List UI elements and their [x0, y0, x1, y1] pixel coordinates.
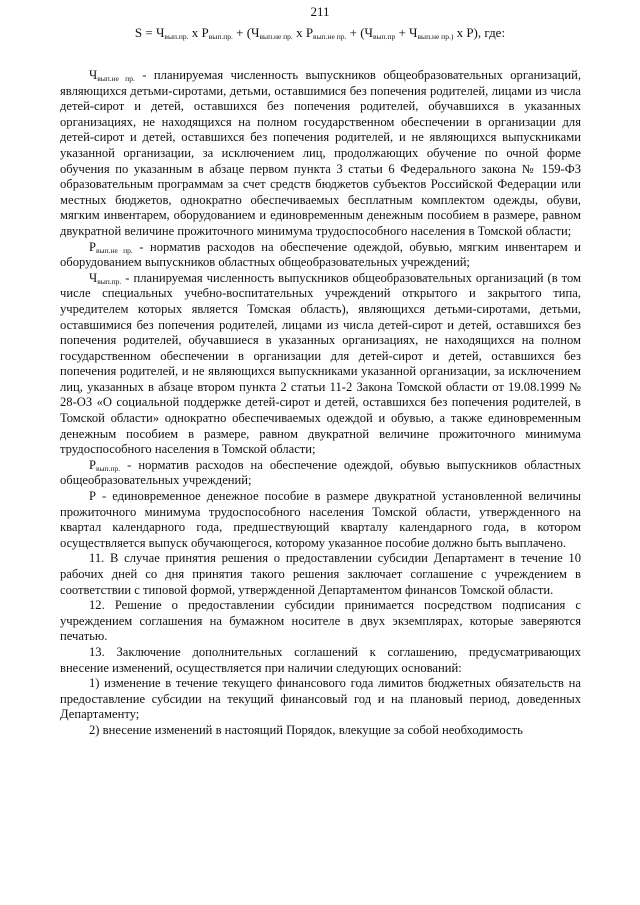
formula-text: + (Ч — [232, 25, 260, 40]
definition-symbol: Р — [89, 457, 97, 472]
formula-subscript: вып.пр. — [208, 32, 233, 41]
paragraph-13-item-2: 2) внесение изменений в настоящий Порядок, влекущие за собой необходимость — [89, 722, 523, 737]
definition-text: - планируемая численность выпускников общеобразовательных организаций (в том числе специальных учебно-воспитательных учреждений открытого и закрытого типа, учредителем которых является Томская область), являющихся детьми-сиротами, детьми, оставшимися без попечения родителей, лицами из числа детей-сирот и детей, оставшихся без попечения родителей, обучавшиеся в указанных организациях, не находящихся на полном государственном обеспечении в организации для детей-сирот и детей, оставшихся без попечения родителей, и не являющихся выпускниками указанной организации, за исключением лиц, указанных в абзаце втором пункта 2 статьи 11-2 Закона Томской области от 19.08.1999 № 28-ОЗ «О социальной поддержке детей-сирот и детей, оставшихся без попечения родителей, в Томской области» однократно обеспечиваемых одеждой и обувью, а также единовременным денежным пособием в размере, равном двукратной величине прожиточного минимума трудоспособного населения в Томской области; — [60, 270, 581, 457]
formula-subscript: вып.пр — [372, 32, 396, 41]
definition-paragraph — [60, 68, 581, 240]
document-body — [60, 68, 581, 739]
paragraph-13-item-1: 1) изменение в течение текущего финансового года лимитов бюджетных обязательств на предоставление субсидии на текущий финансовый год и на плановый период, доведенных Департаменту; — [60, 676, 581, 722]
definition-subscript: вып.не пр. — [97, 74, 135, 83]
definition-symbol: Ч — [89, 68, 98, 82]
paragraph-13: 13. Заключение дополнительных соглашений к соглашению, предусматривающих внесение изменений, осуществляется при наличии следующих оснований: — [60, 644, 581, 675]
definition-text: - единовременное денежное пособие в размере двукратной установленной величины прожиточного минимума трудоспособного населения Томской области, утвержденного на квартал календарного года, предшествующий кварталу календарного года, в котором осуществляется выпуск обучающегося, которому указанное пособие должно быть выплачено. — [60, 489, 581, 550]
formula-subscript: вып.не пр. — [259, 32, 293, 41]
definition-text: - планируемая численность выпускников общеобразовательных организаций, являющихся детьми-сиротами, детьми, оставшимися без попечения родителей, лицами из числа детей-сирот и детей, оставшихся без попечения родителей, обучавшихся в указанных организациях, не находящихся на полном государственном обеспечении в организации для детей-сирот и детей, оставшихся без попечения родителей, и не являющихся выпускниками указанной организации, за исключением лиц, продолжающих обучение по очной форме обучения по указанным в абзаце первом пункта 3 статьи 6 Федерального закона № 159-ФЗ образовательным программам за счет средств бюджетов субъектов Российской Федерации или местных бюджетов, однократно обеспечиваемых бесплатным комплектом одежды, обуви, мягким инвентарем, оборудованием и единовременным денежным пособием в размере, равном двукратной величине прожиточного минимума трудоспособного населения в Томской области; — [60, 68, 581, 238]
formula-text: х Р — [292, 25, 314, 40]
formula-subscript: вып.не пр.) — [417, 32, 454, 41]
definition-paragraph — [60, 458, 581, 489]
formula-text: + Ч — [395, 25, 418, 40]
formula — [60, 25, 580, 41]
definition-paragraph — [60, 240, 581, 271]
formula-subscript: вып.не пр. — [313, 32, 347, 41]
definition-paragraph — [60, 271, 581, 458]
definition-text: - норматив расходов на обеспечение одеждой, обувью, мягким инвентарем и оборудованием выпускников областных общеобразовательных учреждений; — [60, 239, 581, 270]
definition-subscript: вып.пр. — [96, 463, 121, 473]
definition-paragraph — [60, 489, 581, 551]
paragraph-11: 11. В случае принятия решения о предоставлении субсидии Департамент в течение 10 рабочих дней со дня принятия такого решения заключает соглашение с учреждением в соответствии с типовой формой, утвержденной Департаментом финансов Томской области. — [60, 551, 581, 597]
definition-symbol: Р — [89, 239, 97, 254]
definition-subscript: вып.пр. — [97, 276, 122, 286]
formula-text: S = Ч — [134, 25, 165, 40]
definition-text: - норматив расходов на обеспечение одеждой, обувью выпускников областных общеобразовательных учреждений; — [60, 457, 581, 488]
paragraph-12: 12. Решение о предоставлении субсидии принимается посредством подписания с учреждением соглашения на бумажном носителе в двух экземплярах, которые заверяются печатью. — [60, 598, 581, 644]
formula-subscript: вып.пр. — [164, 32, 189, 41]
formula-text: + (Ч — [346, 25, 373, 40]
formula-text: х Р), где: — [453, 25, 506, 40]
definition-subscript: вып.не пр. — [96, 245, 133, 255]
definition-symbol: Р — [89, 489, 97, 504]
page-number: 211 — [310, 4, 330, 19]
formula-text: х Р — [188, 25, 209, 40]
definition-symbol: Ч — [89, 270, 98, 285]
